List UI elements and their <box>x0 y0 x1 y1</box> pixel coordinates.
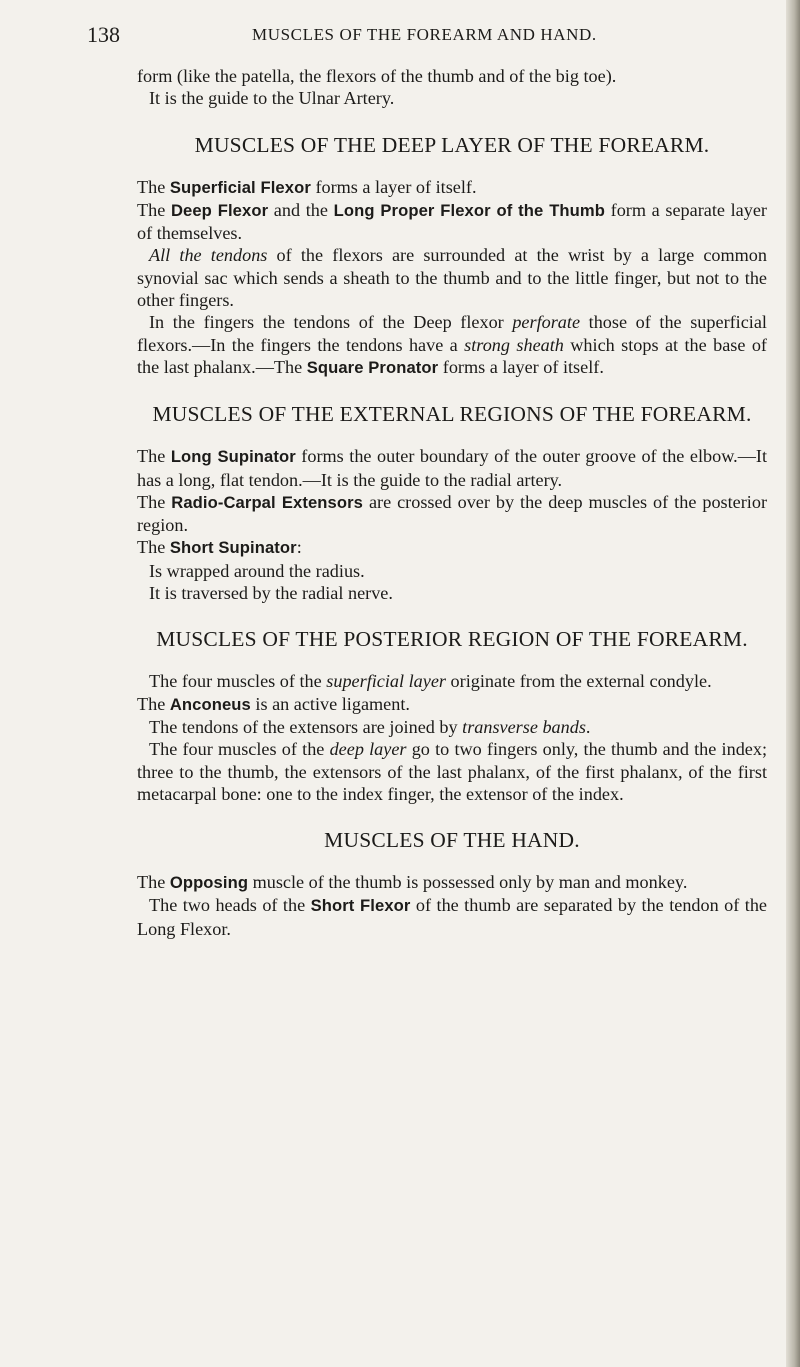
deep-layer-heading: MUSCLES OF THE DEEP LAYER OF THE FOREARM. <box>194 132 710 157</box>
term-perforate: perforate <box>512 312 581 333</box>
intro-text: form (like the patella, the flexors of the thumb and of the big toe). <box>137 66 617 86</box>
term-superficial-flexor: Superficial Flexor <box>169 177 311 197</box>
page-body <box>137 65 767 940</box>
short-supinator-paragraph: The Short Supinator: <box>137 537 302 558</box>
transverse-bands-paragraph: The tendons of the extensors are joined by transverse bands. <box>149 716 591 737</box>
term-opposing: Opposing <box>169 873 249 893</box>
term-short-flexor: Short Flexor <box>310 896 411 916</box>
deep-layer-paragraph: The four muscles of the deep layer go to two fingers only, the thumb and the index; three to the thumb, the extensors of the last phalanx, of the first phalanx, of the first metacarpal bone: one to the index finger, the extensor of the index. <box>137 739 768 804</box>
superficial-flexor-paragraph: The Superficial Flexor forms a layer of itself. <box>137 176 477 197</box>
page-header <box>87 22 707 52</box>
running-head: MUSCLES OF THE FOREARM AND HAND. <box>252 25 597 44</box>
fingers-paragraph: In the fingers the tendons of the Deep flexor perforate those of the superficial flexors.—In the fingers the tendons have a strong sheath which stops at the base of the last phalanx.—The Square Pronator forms a layer of itself. <box>137 312 767 377</box>
term-all-the-tendons: All the tendons <box>149 245 268 266</box>
term-square-pronator: Square Pronator <box>306 357 439 377</box>
superficial-layer-paragraph: The four muscles of the superficial layer originate from the external condyle. <box>149 671 712 692</box>
posterior-region-heading: MUSCLES OF THE POSTERIOR REGION OF THE FOREARM. <box>156 627 748 652</box>
page-number: 138 <box>87 22 120 47</box>
term-anconeus: Anconeus <box>169 694 251 714</box>
short-flexor-paragraph: The two heads of the Short Flexor of the thumb are separated by the tendon of the Long Flexor. <box>137 895 767 939</box>
external-regions-heading: MUSCLES OF THE EXTERNAL REGIONS OF THE FOREARM. <box>152 402 752 427</box>
tendons-paragraph: All the tendons of the flexors are surrounded at the wrist by a large common synovial sac which sends a sheath to the thumb and to the little finger, but not to the other fingers. <box>137 245 767 311</box>
radial-nerve-line: It is traversed by the radial nerve. <box>149 583 393 604</box>
page-edge <box>786 0 800 1367</box>
term-long-proper-flexor: Long Proper Flexor of the Thumb <box>333 200 605 220</box>
term-deep-flexor: Deep Flexor <box>170 200 269 220</box>
deep-flexor-paragraph: The Deep Flexor and the Long Proper Flexor of the Thumb form a separate layer of themselves. <box>137 199 767 244</box>
opposing-paragraph: The Opposing muscle of the thumb is possessed only by man and monkey. <box>137 872 688 893</box>
term-strong-sheath: strong sheath <box>464 334 564 355</box>
wrapped-radius-line: Is wrapped around the radius. <box>149 560 365 581</box>
term-long-supinator: Long Supinator <box>170 447 296 467</box>
term-deep-layer: deep layer <box>329 739 407 760</box>
term-transverse-bands: transverse bands <box>462 716 586 737</box>
ulnar-artery-paragraph <box>137 87 767 109</box>
ulnar-artery-text: It is the guide to the Ulnar Artery. <box>149 88 395 109</box>
hand-heading: MUSCLES OF THE HAND. <box>324 828 580 853</box>
anconeus-paragraph: The Anconeus is an active ligament. <box>137 693 410 714</box>
term-superficial-layer: superficial layer <box>326 671 446 692</box>
radio-carpal-paragraph: The Radio-Carpal Extensors are crossed over by the deep muscles of the posterior region. <box>137 491 767 536</box>
term-radio-carpal-extensors: Radio-Carpal Extensors <box>171 492 363 512</box>
term-short-supinator: Short Supinator <box>169 538 297 558</box>
long-supinator-paragraph: The Long Supinator forms the outer boundary of the outer groove of the elbow.—It has a long, flat tendon.—It is the guide to the radial artery. <box>137 446 767 490</box>
intro-paragraph <box>137 65 767 87</box>
